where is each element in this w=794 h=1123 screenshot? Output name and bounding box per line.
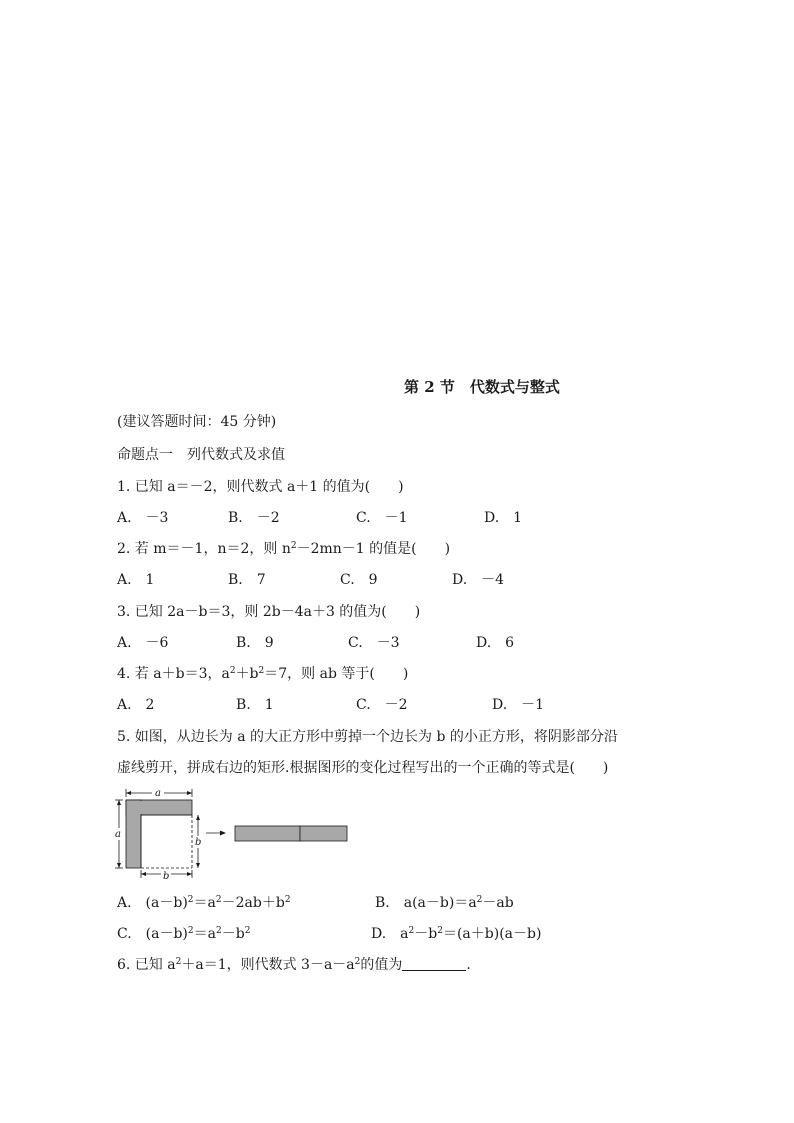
question-6: 6. 已知 $a^2+a=1$，则代数式 $3-a-a^2$的值为 . (117, 957, 471, 973)
q3-option-a: A. －6 (117, 635, 169, 651)
answer-blank[interactable] (402, 956, 466, 971)
label-b-right: b (195, 837, 202, 848)
q1-option-b: B. －2 (228, 510, 280, 526)
result-rectangle-right (300, 826, 347, 841)
label-a-top: a (155, 788, 161, 799)
time-hint: (建议答题时间：45 分钟) (117, 414, 277, 430)
q5-option-d: D. $a^2-b^2=(a+b)(a-b)$ (371, 926, 542, 942)
q4-option-b: B. 1 (236, 697, 274, 713)
q5-option-c: C. $(a-b)^2=a^2-b^2$ (117, 926, 251, 942)
q2-option-d: D. －4 (452, 572, 505, 588)
question-5-line-2: 虚线剪开，拼成右边的矩形.根据图形的变化过程写出的一个正确的等式是( ) (117, 760, 609, 776)
section-title: 第 2 节 代数式与整式 (404, 378, 560, 396)
q5-option-a: A. $(a-b)^2=a^2-2ab+b^2$ (117, 895, 291, 911)
label-b-bottom: b (163, 871, 170, 882)
question-4: 4. 若 a＋b＝3，$a^2+b^2=7$，则 ab 等于( ) (117, 666, 409, 682)
q1-option-c: C. －1 (356, 510, 408, 526)
question-5-line-1: 5. 如图，从边长为 a 的大正方形中剪掉一个边长为 b 的小正方形，将阴影部分沿 (117, 729, 618, 745)
q2-option-c: C. 9 (340, 572, 378, 588)
q4-option-d: D. －1 (492, 697, 545, 713)
result-rectangle-left (235, 826, 300, 841)
q2-option-a: A. 1 (117, 572, 155, 588)
question-3: 3. 已知 2a－b＝3，则 2b－4a＋3 的值为( ) (117, 604, 421, 620)
q1-option-a: A. －3 (117, 510, 169, 526)
q4-option-c: C. －2 (356, 697, 408, 713)
q4-option-a: A. 2 (117, 697, 155, 713)
q3-option-c: C. －3 (348, 635, 400, 651)
q5-option-b: B. $a(a-b)=a^2-ab$ (375, 895, 514, 911)
q3-option-b: B. 9 (236, 635, 274, 651)
question-2: 2. 若 m＝－1，n＝2，则 $n^2-2mn-1$ 的值是( ) (117, 541, 451, 557)
label-a-left: a (115, 829, 121, 840)
q5-figure (112, 786, 357, 882)
topic-heading: 命题点一 列代数式及求值 (117, 447, 285, 463)
q2-option-b: B. 7 (228, 572, 266, 588)
q3-option-d: D. 6 (476, 635, 515, 651)
question-1: 1. 已知 a＝－2，则代数式 a＋1 的值为( ) (117, 479, 404, 495)
q1-option-d: D. 1 (484, 510, 523, 526)
